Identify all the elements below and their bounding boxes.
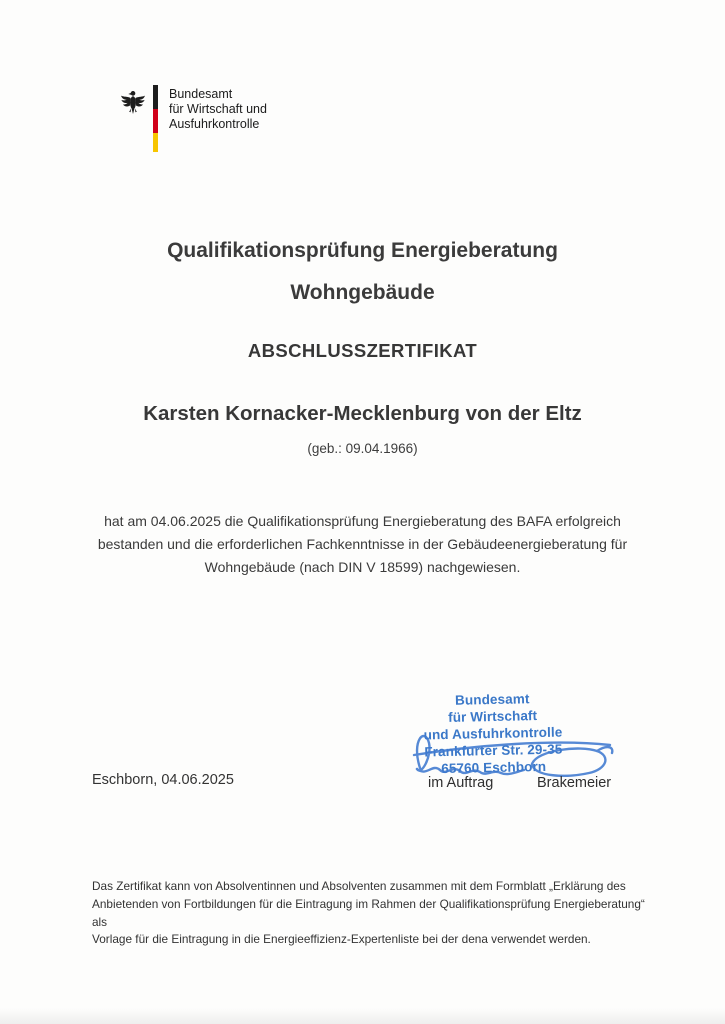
agency-name-line3: Ausfuhrkontrolle bbox=[169, 117, 260, 131]
place-and-date: Eschborn, 04.06.2025 bbox=[92, 772, 234, 788]
footer-line1: Das Zertifikat kann von Absolventinnen und Absolventen zusammen mit dem Formblatt „Erklärung des bbox=[92, 879, 626, 893]
german-flag-bar bbox=[153, 85, 158, 152]
stamp-line4: Frankfurter Str. 29-35 bbox=[424, 741, 563, 760]
document-title-line2: Wohngebäude bbox=[290, 281, 435, 304]
certificate-heading: ABSCHLUSSZERTIFIKAT bbox=[247, 340, 478, 361]
body-line2: bestanden und die erforderlichen Fachkenntnisse in der Gebäudeenergieberatung für bbox=[97, 536, 628, 552]
federal-eagle-icon bbox=[120, 86, 146, 116]
flag-red-segment bbox=[153, 109, 158, 133]
signer-name: Brakemeier bbox=[537, 775, 612, 791]
recipient-name: Karsten Kornacker-Mecklenburg von der Eltz bbox=[143, 402, 582, 425]
flag-gold-segment bbox=[153, 133, 158, 152]
body-line1: hat am 04.06.2025 die Qualifikationsprüfung Energieberatung des BAFA erfolgreich bbox=[104, 513, 621, 529]
recipient-birthdate: (geb.: 09.04.1966) bbox=[307, 441, 418, 456]
body-line3: Wohngebäude (nach DIN V 18599) nachgewiesen. bbox=[204, 559, 521, 575]
agency-name-line2: für Wirtschaft und bbox=[169, 102, 267, 116]
footer-line3: Vorlage für die Eintragung in die Energieeffizienz-Expertenliste bei der dena verwendet werden. bbox=[92, 932, 591, 947]
agency-name-line1: Bundesamt bbox=[169, 87, 233, 101]
on-behalf-label: im Auftrag bbox=[428, 775, 494, 791]
stamp-line1: Bundesamt bbox=[454, 691, 530, 708]
agency-name bbox=[169, 87, 267, 132]
flag-black-segment bbox=[153, 85, 158, 109]
stamp-line3: und Ausfuhrkontrolle bbox=[423, 724, 563, 743]
footer-line2: Anbietenden von Fortbildungen für die Eintragung im Rahmen der Qualifikationsprüfung Energieberatung“ als bbox=[92, 896, 645, 929]
bafa-logo bbox=[120, 85, 267, 152]
document-title-line1: Qualifikationsprüfung Energieberatung bbox=[167, 239, 558, 262]
stamp-line5: 65760 Eschborn bbox=[441, 758, 547, 777]
footer-note bbox=[92, 878, 648, 949]
stamp-line2: für Wirtschaft bbox=[447, 708, 538, 725]
certificate-body bbox=[0, 510, 725, 579]
